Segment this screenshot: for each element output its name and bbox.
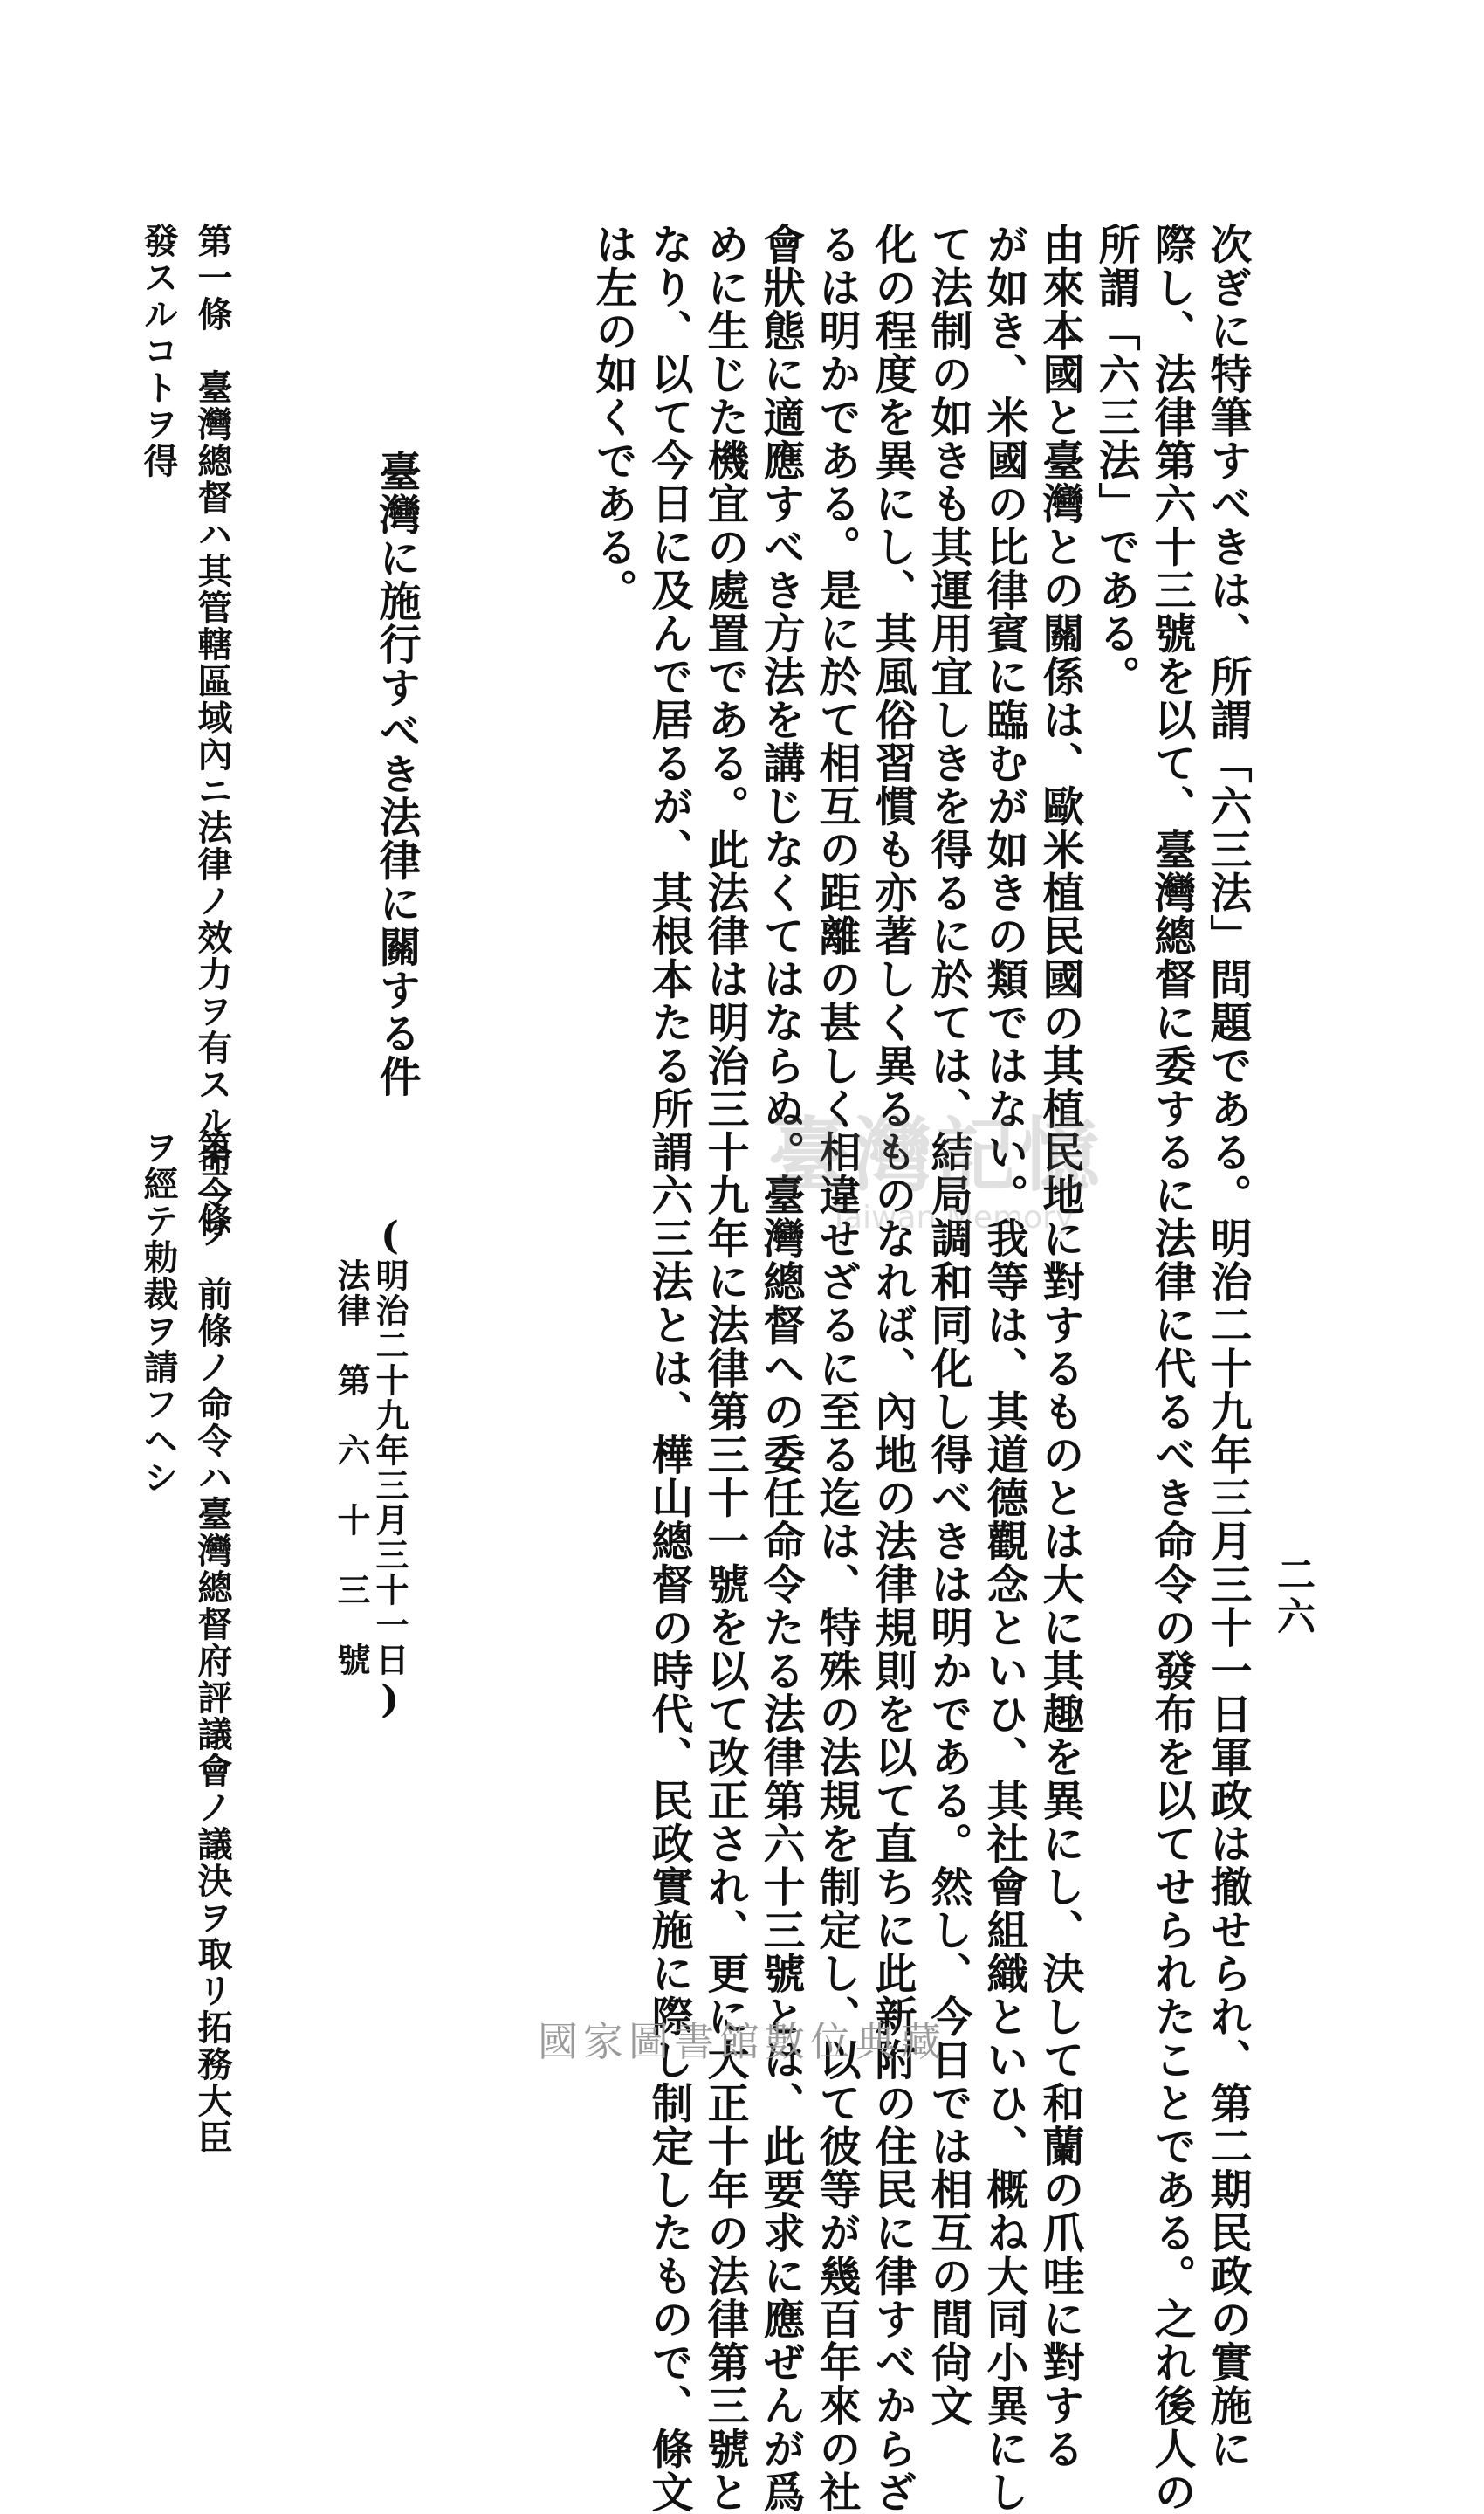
text-line: るは明かである。是に於て相互の距離の甚しく相違せざるに至る迄は、特殊の法規を制定し、以て彼等が幾百年來の社 xyxy=(812,223,861,2514)
law-date-line: 明治二十九年三月三十一日 xyxy=(370,1258,409,1677)
text-line: 際し、法律第六十三號を以て、臺灣總督に委するに法律に代るべき命令の發布を以てせられたことである。之れ後人の xyxy=(1147,223,1196,2514)
text-line: て法制の如きも其運用宜しきを得るに於ては、結局調和同化し得べきは明かである。然し、今日では相互の間尙文 xyxy=(924,223,972,2428)
text-line: めに生じた機宜の處置である。此法律は明治三十九年に法律第三十一號を以て改正され、更に大正十年の法律第三號と xyxy=(700,223,749,2514)
text-line: なり、以て今日に及んで居るが、其根本たる所謂六三法とは、樺山總督の時代、民政實施に際し制定したもので、條文 xyxy=(644,223,693,2514)
text-line: 由來本國と臺灣との關係は、歐米植民國の其植民地に對するものとは大に其趣を異にし、決して和蘭の爪哇に對する xyxy=(1035,223,1084,2470)
watermark-subtitle: Taiwan Memory xyxy=(829,1200,1075,1236)
article-2 xyxy=(131,1129,239,2156)
article-2-line-1: 第二條 前條ノ命令ハ臺灣總督府評議會ノ議決ヲ取リ拓務大臣 xyxy=(192,1129,233,2156)
article-1-line-1: 第一條 臺灣總督ハ其管轄區域內ニ法律ノ效力ヲ有スル命令ヲ xyxy=(192,223,233,1250)
text-line: は左の如くである。 xyxy=(588,223,637,612)
close-paren: ) xyxy=(368,1677,412,1722)
footer-text: 國家圖書館數位典藏 xyxy=(538,2018,946,2065)
section-title: 臺灣に施行すべき法律に關する件 xyxy=(372,450,421,1099)
law-reference xyxy=(332,1214,412,1722)
law-number-line: 法律 第 六 十 三 號 xyxy=(332,1258,371,1677)
text-line: が如き、米國の比律賓に臨むが如きの類ではない。我等は、其道德觀念といひ、其社會組織といひ、概ね大同小異にし xyxy=(979,223,1028,2514)
law-reference-lines xyxy=(332,1258,409,1677)
paragraph-1 xyxy=(1088,223,1255,2514)
body-text xyxy=(585,223,1255,2514)
text-line: 化の程度を異にし、其風俗習慣も亦著しく異るものなれば、內地の法律規則を以て直ちに此新附の住民に律すべからざ xyxy=(868,223,917,2514)
text-line: 所謂「六三法」である。 xyxy=(1091,223,1140,699)
open-paren: ( xyxy=(368,1214,412,1258)
text-line: 次ぎに特筆すべきは、所謂「六三法」問題である。明治二十九年三月三十一日軍政は撤せられ、第二期民政の實施に xyxy=(1203,223,1252,2470)
text-line: 會狀態に適應すべき方法を講じなくてはならぬ。臺灣總督への委任命令たる法律第六十三號とは、此要求に應ぜんが爲 xyxy=(756,223,805,2514)
article-1 xyxy=(131,223,239,1250)
article-1-line-2: 發スルコトヲ得 xyxy=(138,223,179,479)
paragraph-2 xyxy=(585,223,1088,2514)
watermark-title: 臺灣記憶 xyxy=(768,1108,1104,1202)
page-number: 二六 xyxy=(1270,1554,1315,1638)
article-2-line-2: ヲ經テ勅裁ヲ請フヘシ xyxy=(138,1129,179,1496)
